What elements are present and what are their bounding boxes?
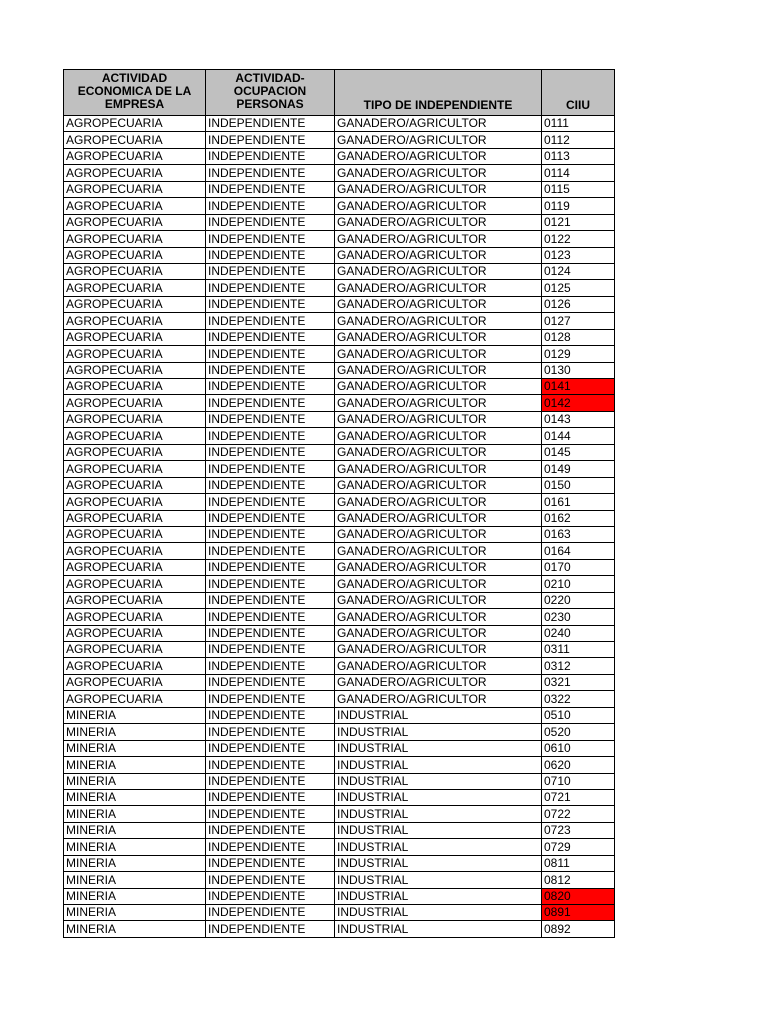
cell-ocupacion[interactable]: INDEPENDIENTE [206, 592, 335, 608]
table-row [64, 855, 615, 871]
cell-ocupacion[interactable]: INDEPENDIENTE [206, 888, 335, 904]
cell-tipo[interactable]: GANADERO/AGRICULTOR [335, 510, 542, 526]
cell-ocupacion[interactable]: INDEPENDIENTE [206, 822, 335, 838]
cell-actividad[interactable]: AGROPECUARIA [64, 379, 206, 395]
cell-ocupacion[interactable]: INDEPENDIENTE [206, 510, 335, 526]
ciiu-table [63, 69, 615, 938]
cell-ciiu[interactable]: 0121 [542, 214, 615, 230]
cell-ciiu[interactable]: 0119 [542, 198, 615, 214]
cell-tipo[interactable]: GANADERO/AGRICULTOR [335, 329, 542, 345]
cell-tipo[interactable]: GANADERO/AGRICULTOR [335, 444, 542, 460]
cell-tipo[interactable]: GANADERO/AGRICULTOR [335, 658, 542, 674]
table-row [64, 165, 615, 181]
cell-ciiu[interactable]: 0721 [542, 789, 615, 805]
cell-ocupacion[interactable]: INDEPENDIENTE [206, 263, 335, 279]
cell-tipo[interactable]: GANADERO/AGRICULTOR [335, 296, 542, 312]
cell-ocupacion[interactable]: INDEPENDIENTE [206, 329, 335, 345]
table-row [64, 543, 615, 559]
cell-actividad[interactable]: AGROPECUARIA [64, 247, 206, 263]
cell-actividad[interactable]: AGROPECUARIA [64, 559, 206, 575]
table-row [64, 510, 615, 526]
table-row [64, 526, 615, 542]
table-row [64, 313, 615, 329]
cell-ciiu[interactable]: 0125 [542, 280, 615, 296]
cell-actividad[interactable]: AGROPECUARIA [64, 576, 206, 592]
cell-actividad[interactable]: MINERIA [64, 707, 206, 723]
cell-ocupacion[interactable]: INDEPENDIENTE [206, 181, 335, 197]
cell-actividad[interactable]: AGROPECUARIA [64, 444, 206, 460]
table-row [64, 806, 615, 822]
cell-tipo[interactable]: GANADERO/AGRICULTOR [335, 379, 542, 395]
table-body [64, 116, 615, 938]
cell-actividad[interactable]: AGROPECUARIA [64, 362, 206, 378]
cell-tipo[interactable]: GANADERO/AGRICULTOR [335, 231, 542, 247]
table-row [64, 346, 615, 362]
cell-ciiu[interactable]: 0145 [542, 444, 615, 460]
cell-ciiu[interactable]: 0161 [542, 494, 615, 510]
cell-ciiu[interactable]: 0142 [542, 395, 615, 411]
cell-ocupacion[interactable]: INDEPENDIENTE [206, 477, 335, 493]
cell-ocupacion[interactable]: INDEPENDIENTE [206, 789, 335, 805]
cell-actividad[interactable]: AGROPECUARIA [64, 313, 206, 329]
cell-actividad[interactable]: AGROPECUARIA [64, 691, 206, 707]
cell-tipo[interactable]: INDUSTRIAL [335, 822, 542, 838]
cell-actividad[interactable]: AGROPECUARIA [64, 181, 206, 197]
cell-ocupacion[interactable]: INDEPENDIENTE [206, 346, 335, 362]
cell-ocupacion[interactable]: INDEPENDIENTE [206, 609, 335, 625]
cell-tipo[interactable]: GANADERO/AGRICULTOR [335, 181, 542, 197]
table-row [64, 280, 615, 296]
cell-ocupacion[interactable]: INDEPENDIENTE [206, 526, 335, 542]
cell-ciiu[interactable]: 0149 [542, 461, 615, 477]
cell-tipo[interactable]: GANADERO/AGRICULTOR [335, 362, 542, 378]
cell-actividad[interactable]: AGROPECUARIA [64, 198, 206, 214]
cell-tipo[interactable]: GANADERO/AGRICULTOR [335, 395, 542, 411]
cell-ocupacion[interactable]: INDEPENDIENTE [206, 313, 335, 329]
cell-tipo[interactable]: INDUSTRIAL [335, 773, 542, 789]
cell-ocupacion[interactable]: INDEPENDIENTE [206, 707, 335, 723]
cell-ciiu[interactable]: 0163 [542, 526, 615, 542]
cell-ocupacion[interactable]: INDEPENDIENTE [206, 806, 335, 822]
cell-actividad[interactable]: MINERIA [64, 773, 206, 789]
cell-tipo[interactable]: INDUSTRIAL [335, 888, 542, 904]
cell-actividad[interactable]: MINERIA [64, 822, 206, 838]
cell-tipo[interactable]: GANADERO/AGRICULTOR [335, 691, 542, 707]
table-row [64, 198, 615, 214]
cell-tipo[interactable]: GANADERO/AGRICULTOR [335, 148, 542, 164]
header-row [64, 70, 615, 116]
cell-tipo[interactable]: INDUSTRIAL [335, 921, 542, 937]
cell-actividad[interactable]: AGROPECUARIA [64, 625, 206, 641]
cell-actividad[interactable]: AGROPECUARIA [64, 263, 206, 279]
cell-ocupacion[interactable]: INDEPENDIENTE [206, 905, 335, 921]
table-row [64, 428, 615, 444]
cell-tipo[interactable]: GANADERO/AGRICULTOR [335, 313, 542, 329]
table-row [64, 477, 615, 493]
cell-ciiu[interactable]: 0115 [542, 181, 615, 197]
cell-tipo[interactable]: GANADERO/AGRICULTOR [335, 198, 542, 214]
cell-ocupacion[interactable]: INDEPENDIENTE [206, 231, 335, 247]
header-ciiu: CIIU [542, 70, 615, 116]
cell-tipo[interactable]: GANADERO/AGRICULTOR [335, 165, 542, 181]
cell-ciiu[interactable]: 0150 [542, 477, 615, 493]
cell-ciiu[interactable]: 0620 [542, 757, 615, 773]
table-row [64, 905, 615, 921]
table-row [64, 395, 615, 411]
table-row [64, 658, 615, 674]
cell-actividad[interactable]: AGROPECUARIA [64, 165, 206, 181]
cell-ciiu[interactable]: 0230 [542, 609, 615, 625]
table-row [64, 642, 615, 658]
cell-ciiu[interactable]: 0162 [542, 510, 615, 526]
header-actividad-ocupacion: ACTIVIDAD-OCUPACION PERSONAS [206, 70, 335, 116]
cell-actividad[interactable]: AGROPECUARIA [64, 494, 206, 510]
cell-actividad[interactable]: MINERIA [64, 855, 206, 871]
table-row [64, 822, 615, 838]
table-row [64, 461, 615, 477]
cell-tipo[interactable]: INDUSTRIAL [335, 757, 542, 773]
cell-tipo[interactable]: INDUSTRIAL [335, 740, 542, 756]
cell-ciiu[interactable]: 0723 [542, 822, 615, 838]
cell-ciiu[interactable]: 0111 [542, 116, 615, 132]
cell-tipo[interactable]: GANADERO/AGRICULTOR [335, 214, 542, 230]
cell-ocupacion[interactable]: INDEPENDIENTE [206, 691, 335, 707]
cell-actividad[interactable]: AGROPECUARIA [64, 658, 206, 674]
table-row [64, 625, 615, 641]
cell-tipo[interactable]: GANADERO/AGRICULTOR [335, 559, 542, 575]
cell-ocupacion[interactable]: INDEPENDIENTE [206, 872, 335, 888]
cell-actividad[interactable]: AGROPECUARIA [64, 148, 206, 164]
cell-ciiu[interactable]: 0820 [542, 888, 615, 904]
cell-ciiu[interactable]: 0127 [542, 313, 615, 329]
table-row [64, 740, 615, 756]
table-row [64, 132, 615, 148]
cell-ocupacion[interactable]: INDEPENDIENTE [206, 494, 335, 510]
cell-ocupacion[interactable]: INDEPENDIENTE [206, 724, 335, 740]
cell-actividad[interactable]: MINERIA [64, 789, 206, 805]
cell-actividad[interactable]: AGROPECUARIA [64, 214, 206, 230]
cell-actividad[interactable]: MINERIA [64, 839, 206, 855]
cell-ocupacion[interactable]: INDEPENDIENTE [206, 461, 335, 477]
table-row [64, 231, 615, 247]
cell-tipo[interactable]: GANADERO/AGRICULTOR [335, 543, 542, 559]
table-row [64, 724, 615, 740]
cell-tipo[interactable]: GANADERO/AGRICULTOR [335, 411, 542, 427]
cell-actividad[interactable]: AGROPECUARIA [64, 280, 206, 296]
cell-ciiu[interactable]: 0322 [542, 691, 615, 707]
cell-ciiu[interactable]: 0729 [542, 839, 615, 855]
cell-actividad[interactable]: AGROPECUARIA [64, 346, 206, 362]
table-row [64, 214, 615, 230]
cell-actividad[interactable]: MINERIA [64, 740, 206, 756]
table-row [64, 576, 615, 592]
cell-actividad[interactable]: AGROPECUARIA [64, 543, 206, 559]
table-row [64, 362, 615, 378]
cell-tipo[interactable]: INDUSTRIAL [335, 806, 542, 822]
table-row [64, 329, 615, 345]
cell-ciiu[interactable]: 0130 [542, 362, 615, 378]
cell-ciiu[interactable]: 0128 [542, 329, 615, 345]
cell-ciiu[interactable]: 0710 [542, 773, 615, 789]
cell-ciiu[interactable]: 0112 [542, 132, 615, 148]
cell-actividad[interactable]: AGROPECUARIA [64, 395, 206, 411]
cell-actividad[interactable]: MINERIA [64, 757, 206, 773]
cell-tipo[interactable]: GANADERO/AGRICULTOR [335, 346, 542, 362]
cell-actividad[interactable]: MINERIA [64, 724, 206, 740]
cell-ciiu[interactable]: 0240 [542, 625, 615, 641]
cell-tipo[interactable]: GANADERO/AGRICULTOR [335, 625, 542, 641]
cell-ocupacion[interactable]: INDEPENDIENTE [206, 625, 335, 641]
cell-actividad[interactable]: AGROPECUARIA [64, 592, 206, 608]
cell-ciiu[interactable]: 0510 [542, 707, 615, 723]
cell-ciiu[interactable]: 0164 [542, 543, 615, 559]
cell-ciiu[interactable]: 0210 [542, 576, 615, 592]
cell-ocupacion[interactable]: INDEPENDIENTE [206, 740, 335, 756]
cell-ciiu[interactable]: 0124 [542, 263, 615, 279]
cell-ocupacion[interactable]: INDEPENDIENTE [206, 411, 335, 427]
table-row [64, 116, 615, 132]
table-row [64, 559, 615, 575]
cell-ocupacion[interactable]: INDEPENDIENTE [206, 559, 335, 575]
cell-ocupacion[interactable]: INDEPENDIENTE [206, 444, 335, 460]
cell-ciiu[interactable]: 0812 [542, 872, 615, 888]
cell-ocupacion[interactable]: INDEPENDIENTE [206, 116, 335, 132]
cell-actividad[interactable]: AGROPECUARIA [64, 329, 206, 345]
cell-ocupacion[interactable]: INDEPENDIENTE [206, 428, 335, 444]
table-row [64, 148, 615, 164]
cell-tipo[interactable]: INDUSTRIAL [335, 905, 542, 921]
cell-ciiu[interactable]: 0143 [542, 411, 615, 427]
cell-ciiu[interactable]: 0311 [542, 642, 615, 658]
cell-actividad[interactable]: AGROPECUARIA [64, 411, 206, 427]
cell-ciiu[interactable]: 0610 [542, 740, 615, 756]
cell-ciiu[interactable]: 0113 [542, 148, 615, 164]
cell-ciiu[interactable]: 0722 [542, 806, 615, 822]
cell-ocupacion[interactable]: INDEPENDIENTE [206, 576, 335, 592]
cell-ocupacion[interactable]: INDEPENDIENTE [206, 379, 335, 395]
cell-ciiu[interactable]: 0129 [542, 346, 615, 362]
cell-ocupacion[interactable]: INDEPENDIENTE [206, 674, 335, 690]
table-row [64, 674, 615, 690]
cell-ocupacion[interactable]: INDEPENDIENTE [206, 642, 335, 658]
cell-ciiu[interactable]: 0891 [542, 905, 615, 921]
cell-tipo[interactable]: INDUSTRIAL [335, 872, 542, 888]
cell-ciiu[interactable]: 0811 [542, 855, 615, 871]
cell-tipo[interactable]: INDUSTRIAL [335, 789, 542, 805]
cell-ciiu[interactable]: 0122 [542, 231, 615, 247]
cell-ocupacion[interactable]: INDEPENDIENTE [206, 148, 335, 164]
cell-tipo[interactable]: INDUSTRIAL [335, 707, 542, 723]
cell-tipo[interactable]: GANADERO/AGRICULTOR [335, 477, 542, 493]
cell-ocupacion[interactable]: INDEPENDIENTE [206, 296, 335, 312]
cell-ocupacion[interactable]: INDEPENDIENTE [206, 362, 335, 378]
cell-actividad[interactable]: AGROPECUARIA [64, 477, 206, 493]
cell-ocupacion[interactable]: INDEPENDIENTE [206, 247, 335, 263]
cell-tipo[interactable]: GANADERO/AGRICULTOR [335, 609, 542, 625]
cell-tipo[interactable]: GANADERO/AGRICULTOR [335, 642, 542, 658]
cell-actividad[interactable]: MINERIA [64, 872, 206, 888]
cell-actividad[interactable]: AGROPECUARIA [64, 510, 206, 526]
table-row [64, 181, 615, 197]
table-row [64, 757, 615, 773]
table-row [64, 839, 615, 855]
cell-ocupacion[interactable]: INDEPENDIENTE [206, 165, 335, 181]
cell-ciiu[interactable]: 0892 [542, 921, 615, 937]
cell-tipo[interactable]: GANADERO/AGRICULTOR [335, 526, 542, 542]
table-row [64, 691, 615, 707]
cell-tipo[interactable]: GANADERO/AGRICULTOR [335, 428, 542, 444]
table-row [64, 296, 615, 312]
table-row [64, 609, 615, 625]
cell-ocupacion[interactable]: INDEPENDIENTE [206, 280, 335, 296]
cell-tipo[interactable]: GANADERO/AGRICULTOR [335, 132, 542, 148]
cell-tipo[interactable]: GANADERO/AGRICULTOR [335, 461, 542, 477]
cell-actividad[interactable]: AGROPECUARIA [64, 461, 206, 477]
cell-tipo[interactable]: GANADERO/AGRICULTOR [335, 592, 542, 608]
cell-ocupacion[interactable]: INDEPENDIENTE [206, 658, 335, 674]
cell-actividad[interactable]: AGROPECUARIA [64, 132, 206, 148]
table-row [64, 379, 615, 395]
cell-tipo[interactable]: GANADERO/AGRICULTOR [335, 674, 542, 690]
table-row [64, 888, 615, 904]
table-row [64, 773, 615, 789]
cell-actividad[interactable]: AGROPECUARIA [64, 609, 206, 625]
table-row [64, 247, 615, 263]
cell-tipo[interactable]: GANADERO/AGRICULTOR [335, 247, 542, 263]
cell-actividad[interactable]: AGROPECUARIA [64, 428, 206, 444]
cell-ciiu[interactable]: 0220 [542, 592, 615, 608]
cell-ciiu[interactable]: 0141 [542, 379, 615, 395]
cell-ciiu[interactable]: 0144 [542, 428, 615, 444]
cell-tipo[interactable]: GANADERO/AGRICULTOR [335, 280, 542, 296]
table-row [64, 592, 615, 608]
cell-ciiu[interactable]: 0312 [542, 658, 615, 674]
cell-ocupacion[interactable]: INDEPENDIENTE [206, 773, 335, 789]
table-row [64, 444, 615, 460]
cell-tipo[interactable]: INDUSTRIAL [335, 839, 542, 855]
cell-ciiu[interactable]: 0126 [542, 296, 615, 312]
cell-ciiu[interactable]: 0123 [542, 247, 615, 263]
table-row [64, 263, 615, 279]
cell-ocupacion[interactable]: INDEPENDIENTE [206, 198, 335, 214]
cell-actividad[interactable]: MINERIA [64, 921, 206, 937]
table-row [64, 872, 615, 888]
cell-actividad[interactable]: AGROPECUARIA [64, 116, 206, 132]
header-actividad-economica: ACTIVIDAD ECONOMICA DE LA EMPRESA [64, 70, 206, 116]
cell-ocupacion[interactable]: INDEPENDIENTE [206, 395, 335, 411]
table-row [64, 707, 615, 723]
table-row [64, 789, 615, 805]
cell-actividad[interactable]: MINERIA [64, 905, 206, 921]
cell-actividad[interactable]: MINERIA [64, 806, 206, 822]
cell-ciiu[interactable]: 0520 [542, 724, 615, 740]
cell-ocupacion[interactable]: INDEPENDIENTE [206, 855, 335, 871]
header-tipo-independiente: TIPO DE INDEPENDIENTE [335, 70, 542, 116]
cell-ciiu[interactable]: 0321 [542, 674, 615, 690]
cell-tipo[interactable]: GANADERO/AGRICULTOR [335, 263, 542, 279]
cell-ocupacion[interactable]: INDEPENDIENTE [206, 839, 335, 855]
cell-tipo[interactable]: GANADERO/AGRICULTOR [335, 494, 542, 510]
cell-actividad[interactable]: AGROPECUARIA [64, 642, 206, 658]
table-row [64, 494, 615, 510]
cell-ciiu[interactable]: 0114 [542, 165, 615, 181]
cell-actividad[interactable]: AGROPECUARIA [64, 526, 206, 542]
cell-actividad[interactable]: AGROPECUARIA [64, 296, 206, 312]
cell-tipo[interactable]: INDUSTRIAL [335, 855, 542, 871]
table-row [64, 411, 615, 427]
table-row [64, 921, 615, 937]
cell-ocupacion[interactable]: INDEPENDIENTE [206, 757, 335, 773]
cell-actividad[interactable]: AGROPECUARIA [64, 674, 206, 690]
cell-tipo[interactable]: GANADERO/AGRICULTOR [335, 576, 542, 592]
cell-ocupacion[interactable]: INDEPENDIENTE [206, 214, 335, 230]
cell-ciiu[interactable]: 0170 [542, 559, 615, 575]
cell-ocupacion[interactable]: INDEPENDIENTE [206, 132, 335, 148]
cell-tipo[interactable]: INDUSTRIAL [335, 724, 542, 740]
cell-actividad[interactable]: AGROPECUARIA [64, 231, 206, 247]
cell-actividad[interactable]: MINERIA [64, 888, 206, 904]
cell-ocupacion[interactable]: INDEPENDIENTE [206, 921, 335, 937]
cell-tipo[interactable]: GANADERO/AGRICULTOR [335, 116, 542, 132]
cell-ocupacion[interactable]: INDEPENDIENTE [206, 543, 335, 559]
